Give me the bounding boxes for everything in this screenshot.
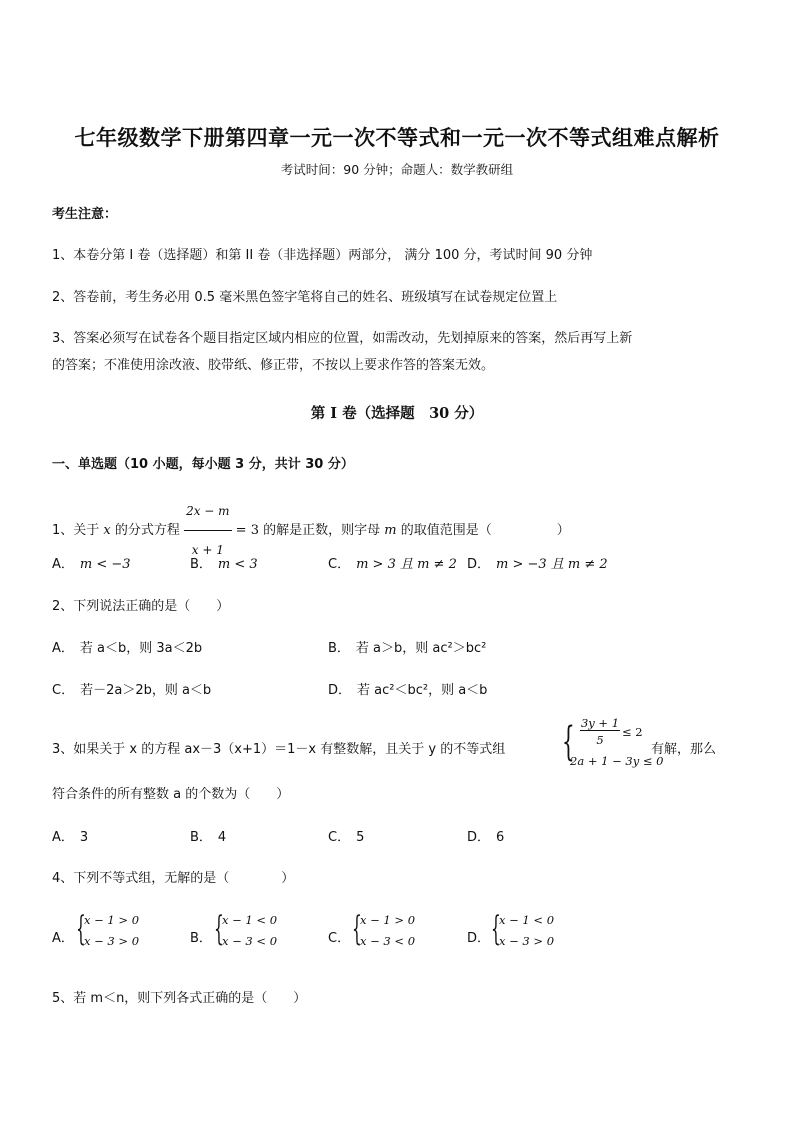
brace-icon: { (76, 909, 86, 949)
question-4: 4、下列不等式组，无解的是（ ） (52, 871, 295, 886)
notice-item-3-cont: 的答案；不准使用涂改液、胶带纸、修正带，不按以上要求作答的答案无效。 (52, 358, 495, 373)
q1-option-d[interactable] (467, 553, 608, 572)
q1-option-b[interactable] (190, 553, 258, 572)
option-text: m < −3 (79, 557, 131, 572)
q1-fraction-denominator: x + 1 (191, 543, 224, 557)
brace-icon: { (214, 909, 224, 949)
system-line-2: x − 3 > 0 (84, 934, 140, 948)
q1-option-a[interactable] (52, 553, 131, 572)
q1-option-c[interactable] (328, 553, 457, 572)
notice-heading: 考生注意： (52, 207, 118, 222)
q3-sys-line2: 2a + 1 − 3y ≤ 0 (570, 754, 664, 768)
q2-option-d[interactable] (328, 679, 487, 698)
question-3-post: 有解，那么 (651, 742, 717, 757)
q1-pre: 1、关于 (52, 523, 100, 538)
section-title: 第 I 卷（选择题 30 分） (310, 405, 484, 422)
option-text: m > −3 且 m ≠ 2 (496, 557, 608, 572)
q3-option-a[interactable] (52, 826, 88, 845)
question-3-line2: 符合条件的所有整数 a 的个数为（ ） (52, 787, 290, 802)
option-label: D． (467, 931, 491, 946)
option-text: m > 3 且 m ≠ 2 (356, 557, 457, 572)
question-5: 5、若 m＜n，则下列各式正确的是（ ） (52, 991, 307, 1006)
option-label: A． (52, 557, 74, 572)
system-line-2: x − 3 < 0 (222, 934, 278, 948)
q3-sys-numerator: 3y + 1 (580, 716, 620, 730)
q1-var2: m (384, 523, 397, 538)
q3-option-d[interactable] (467, 826, 504, 845)
q2-option-a[interactable] (52, 637, 202, 656)
q3-sys-relation: ≤ 2 (622, 725, 643, 739)
option-text: 若－2a＞2b，则 a＜b (80, 683, 212, 698)
option-text: 4 (217, 830, 227, 845)
option-label: C． (328, 830, 351, 845)
q3-inequality-system (562, 716, 664, 772)
exam-info: 考试时间：90 分钟；命题人：数学教研组 (280, 162, 514, 177)
system-line-1: x − 1 < 0 (222, 913, 278, 927)
q3-option-b[interactable] (190, 826, 226, 845)
q1-equals: = 3 (235, 523, 259, 538)
system-line-2: x − 3 > 0 (499, 934, 555, 948)
option-label: B． (190, 830, 212, 845)
brace-icon: { (491, 909, 501, 949)
system-line-1: x − 1 < 0 (499, 913, 555, 927)
system-line-1: x − 1 > 0 (360, 913, 416, 927)
q1-post2: 的取值范围是（ ） (400, 523, 570, 538)
option-text: 若 a＞b，则 ac²＞bc² (355, 641, 487, 656)
option-text: 6 (496, 830, 505, 845)
option-label: D． (467, 557, 491, 572)
option-label: B． (328, 641, 350, 656)
option-text: 3 (79, 830, 89, 845)
system-line-1: x − 1 > 0 (84, 913, 140, 927)
q3-sys-denominator: 5 (596, 733, 604, 747)
question-3-pre: 3、如果关于 x 的方程 ax－3（x+1）＝1－x 有整数解，且关于 y 的不等式组 (52, 742, 506, 757)
q1-post: 的解是正数，则字母 (263, 523, 381, 538)
option-text: m < 3 (217, 557, 258, 572)
document-title: 七年级数学下册第四章一元一次不等式和一元一次不等式组难点解析 (74, 125, 720, 150)
q1-mid: 的分式方程 (114, 523, 180, 538)
option-label: A． (52, 931, 74, 946)
part-heading: 一、单选题（10 小题，每小题 3 分，共计 30 分） (52, 457, 354, 472)
option-label: C． (328, 557, 351, 572)
option-text: 若 a＜b，则 3a＜2b (79, 641, 203, 656)
option-label: D． (467, 830, 491, 845)
option-label: C． (328, 931, 351, 946)
q1-fraction-numerator: 2x − m (184, 493, 231, 531)
option-label: B． (190, 557, 212, 572)
notice-item-1: 1、本卷分第 I 卷（选择题）和第 II 卷（非选择题）两部分， 满分 100 分，考试时间 90 分钟 (52, 248, 593, 263)
q2-option-b[interactable] (328, 637, 486, 656)
option-label: D． (328, 683, 352, 698)
option-label: C． (52, 683, 75, 698)
system-line-2: x − 3 < 0 (360, 934, 416, 948)
q3-option-c[interactable] (328, 826, 364, 845)
notice-item-3: 3、答案必须写在试卷各个题目指定区域内相应的位置，如需改动，先划掉原来的答案，然后再写上新 (52, 331, 633, 346)
option-text: 5 (356, 830, 365, 845)
notice-item-2: 2、答卷前，考生务必用 0.5 毫米黑色签字笔将自己的姓名、班级填写在试卷规定位置上 (52, 290, 558, 305)
brace-icon: { (352, 909, 362, 949)
brace-icon: { (562, 719, 575, 765)
q2-option-c[interactable] (52, 679, 211, 698)
option-label: B． (190, 931, 212, 946)
option-text: 若 ac²＜bc²，则 a＜b (357, 683, 488, 698)
option-label: A． (52, 641, 74, 656)
q1-var: x (103, 523, 111, 538)
option-label: A． (52, 830, 74, 845)
question-2: 2、下列说法正确的是（ ） (52, 599, 230, 614)
